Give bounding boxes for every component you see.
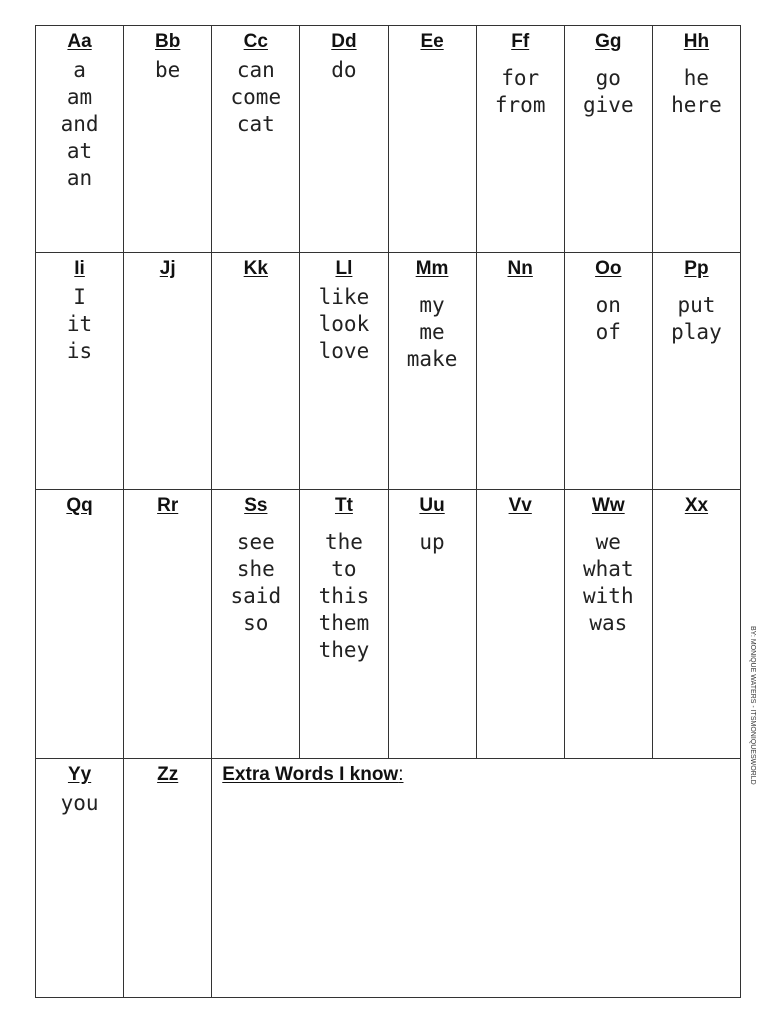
sight-word: am [66,85,93,109]
word-list [653,65,740,119]
letter-heading: Hh [683,31,710,52]
sight-word: on [595,293,621,317]
author-credit [748,626,760,826]
sight-word: go [595,66,621,90]
word-list [477,65,564,119]
sight-word: like [318,285,370,309]
cell-nn [476,253,564,490]
letter-heading: Nn [507,258,533,279]
sight-word: my [419,293,445,317]
letter-heading: Mm [415,258,449,279]
sight-word: the [324,530,363,554]
cell-gg [564,26,652,253]
cell-ll [300,253,388,490]
sight-word: put [677,293,716,317]
cell-kk [212,253,300,490]
sight-word: an [66,166,93,190]
letter-heading: Dd [331,31,357,52]
extra-words-text: Extra Words I know [222,764,399,785]
cell-rr [124,490,212,759]
letter-heading: Pp [684,258,709,279]
letter-heading: Oo [595,258,622,279]
sight-word: do [331,58,357,82]
extra-words-cell [212,759,741,998]
word-list [36,284,123,365]
sight-word: she [236,557,275,581]
sight-word: with [583,584,634,608]
sight-word: up [419,530,445,554]
cell-aa [36,26,124,253]
sight-word: was [589,611,628,635]
letter-heading: Qq [66,495,93,516]
letter-heading: Kk [243,258,268,279]
cell-pp [652,253,740,490]
letter-heading: Ii [74,258,85,279]
word-list [300,529,387,664]
sight-word: a [73,58,86,82]
letter-heading: Rr [157,495,179,516]
sight-word: this [318,584,370,608]
word-list [212,529,299,637]
letter-heading: Zz [157,764,179,785]
word-list [565,65,652,119]
cell-ww [564,490,652,759]
word-list [36,790,123,817]
cell-tt [300,490,388,759]
cell-qq [36,490,124,759]
word-list [212,57,299,138]
letter-heading: Bb [155,31,181,52]
cell-vv [476,490,564,759]
cell-ss [212,490,300,759]
letter-heading: Cc [243,31,268,52]
cell-ff [476,26,564,253]
cell-zz [124,759,212,998]
letter-heading: Gg [595,31,622,52]
extra-words-label [222,764,740,786]
sight-word: he [683,66,710,90]
sight-word: I [73,285,86,309]
letter-heading: Uu [419,495,445,516]
letter-heading: Vv [508,495,532,516]
cell-yy [36,759,124,998]
sight-word: love [318,339,370,363]
cell-uu [388,490,476,759]
sight-word: what [583,557,634,581]
sight-word: so [243,611,269,635]
letter-heading: Tt [334,495,353,516]
letter-heading: Xx [684,495,709,516]
sight-word: play [671,320,722,344]
cell-ii [36,253,124,490]
cell-bb [124,26,212,253]
word-list [389,292,476,373]
letter-heading: Aa [67,31,92,52]
sight-word: give [583,93,634,117]
sight-word: look [318,312,370,336]
letter-heading: Ff [511,31,530,52]
cell-xx [652,490,740,759]
sight-word: to [331,557,357,581]
sight-word: and [60,112,99,136]
sight-word: we [595,530,621,554]
word-list [124,57,211,84]
word-wall-grid [35,25,741,998]
word-list [565,529,652,637]
word-list [300,284,387,365]
word-list [389,529,476,556]
author-credit-text: BY: MONIQUE WATERS - ITSMONIQUESWORLD [749,626,756,785]
sight-word: make [406,347,458,371]
cell-mm [388,253,476,490]
letter-heading: Ee [420,31,444,52]
word-list [300,57,387,84]
sight-word: of [595,320,621,344]
sight-word: from [494,93,546,117]
sight-word: me [419,320,445,344]
sight-word: is [66,339,93,363]
letter-heading: Ss [244,495,268,516]
sight-word: can [236,58,275,82]
sight-word: see [236,530,275,554]
cell-ee [388,26,476,253]
letter-heading: Yy [67,764,92,785]
letter-heading: Jj [159,258,176,279]
sight-word: you [60,791,99,815]
cell-jj [124,253,212,490]
word-list [653,292,740,346]
sight-word: come [230,85,282,109]
sight-word: them [318,611,370,635]
cell-hh [652,26,740,253]
cell-oo [564,253,652,490]
sight-word: for [501,66,540,90]
sight-word: be [155,58,181,82]
sight-word: at [66,139,93,163]
word-list [565,292,652,346]
sight-word: said [230,584,282,608]
sight-word: it [66,312,93,336]
word-list [36,57,123,192]
letter-heading: Ww [591,495,625,516]
cell-dd [300,26,388,253]
sight-word: cat [236,112,275,136]
extra-words-colon: : [398,764,404,785]
sight-word: here [671,93,722,117]
letter-heading: Ll [335,258,353,279]
cell-cc [212,26,300,253]
sight-word: they [318,638,370,662]
